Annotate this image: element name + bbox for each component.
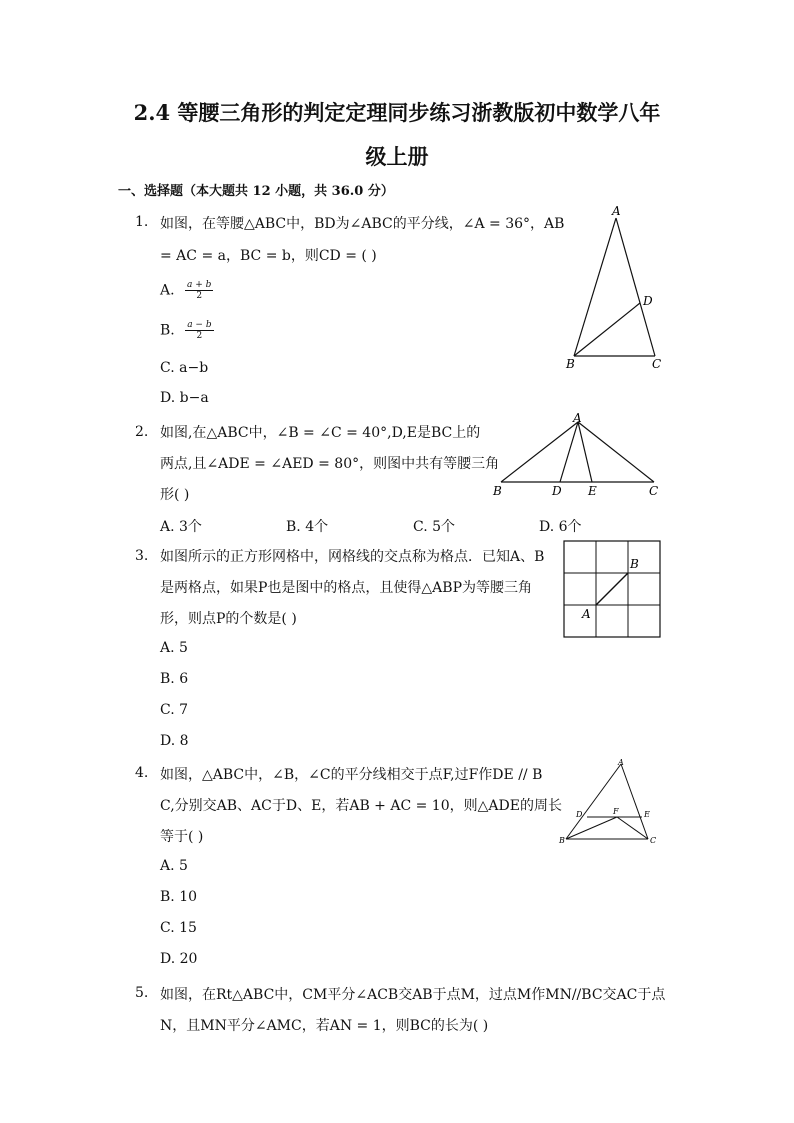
- q2-text-line1: 如图,在△ABC中，∠B = ∠C = 40°,D,E是BC上的: [160, 425, 481, 441]
- q2-number: 2.: [135, 424, 149, 440]
- q4-fig-label-e: E: [644, 810, 650, 819]
- q4-fig-label-f: F: [613, 807, 619, 816]
- q5-text-line2: N，且MN平分∠AMC，若AN = 1，则BC的长为( ): [160, 1018, 489, 1034]
- q1-figure: [560, 200, 670, 375]
- q1-option-b[interactable]: [160, 320, 214, 341]
- q3-option-d[interactable]: D. 8: [160, 733, 189, 749]
- q2-option-d[interactable]: D. 6个: [539, 519, 582, 535]
- q4-fig-label-a: A: [618, 758, 624, 767]
- q3-number: 3.: [135, 548, 149, 564]
- q4-text-line1: 如图，△ABC中，∠B，∠C的平分线相交于点F,过F作DE // B: [160, 767, 543, 783]
- q1-option-d[interactable]: D. b−a: [160, 390, 209, 406]
- q1-fig-label-c: C: [652, 357, 662, 371]
- q3-option-a[interactable]: A. 5: [160, 640, 188, 656]
- q1-number: 1.: [135, 214, 149, 230]
- q1-option-b-denominator: 2: [196, 331, 203, 341]
- q1-option-a-numerator: a + b: [187, 280, 212, 290]
- q3-text-line3: 形，则点P的个数是( ): [160, 611, 297, 627]
- q3-fig-label-a: A: [582, 607, 591, 621]
- q4-figure: [556, 755, 664, 850]
- q1-fig-label-a: A: [612, 204, 621, 218]
- q1-text-line2: = AC = a，BC = b，则CD = ( ): [160, 248, 377, 264]
- q2-fig-label-b: B: [493, 484, 502, 498]
- q2-option-a[interactable]: A. 3个: [160, 519, 202, 535]
- q4-text-line2: C,分别交AB、AC于D、E，若AB + AC = 10，则△ADE的周长: [160, 798, 562, 814]
- q2-option-c[interactable]: C. 5个: [413, 519, 456, 535]
- q2-fig-label-c: C: [649, 484, 659, 498]
- q2-figure: [488, 410, 670, 502]
- q2-fig-label-a: A: [573, 411, 582, 425]
- q1-option-a-label: A.: [160, 282, 175, 299]
- section-heading: 一、选择题（本大题共 12 小题，共 36.0 分）: [118, 184, 394, 199]
- q4-fig-label-d: D: [576, 810, 583, 819]
- q4-fig-label-c: C: [650, 836, 657, 845]
- q4-option-a[interactable]: A. 5: [160, 858, 188, 874]
- q1-option-c[interactable]: C. a−b: [160, 360, 209, 376]
- q1-option-a-denominator: 2: [196, 291, 203, 301]
- q1-option-b-label: B.: [160, 322, 175, 339]
- q4-text-line3: 等于( ): [160, 829, 204, 845]
- q4-option-b[interactable]: B. 10: [160, 889, 198, 905]
- page-title-line2: 级上册: [365, 144, 429, 169]
- q5-text-line1: 如图，在Rt△ABC中，CM平分∠ACB交AB于点M，过点M作MN//BC交AC于点: [160, 987, 666, 1003]
- q4-option-c[interactable]: C. 15: [160, 920, 197, 936]
- q2-fig-label-d: D: [552, 484, 562, 498]
- q1-fig-label-d: D: [643, 294, 653, 308]
- q2-text-line3: 形( ): [160, 487, 190, 503]
- q1-option-b-fraction: [185, 320, 213, 341]
- q3-text-line2: 是两格点，如果P也是图中的格点，且使得△ABP为等腰三角: [160, 580, 533, 596]
- q1-option-b-numerator: a − b: [187, 320, 212, 330]
- q4-option-d[interactable]: D. 20: [160, 951, 198, 967]
- q1-fig-label-b: B: [566, 357, 575, 371]
- q2-text-line2: 两点,且∠ADE = ∠AED = 80°，则图中共有等腰三角: [160, 456, 500, 472]
- q3-text-line1: 如图所示的正方形网格中，网格线的交点称为格点．已知A、B: [160, 549, 545, 565]
- q5-number: 5.: [135, 985, 149, 1001]
- q3-fig-label-b: B: [630, 557, 639, 571]
- page-title-line1: 2.4 等腰三角形的判定定理同步练习浙教版初中数学八年: [133, 100, 661, 125]
- q3-option-c[interactable]: C. 7: [160, 702, 189, 718]
- q1-option-a-fraction: [185, 280, 213, 301]
- q4-fig-label-b: B: [559, 836, 565, 845]
- q1-text-line1: 如图，在等腰△ABC中，BD为∠ABC的平分线，∠A = 36°，AB: [160, 216, 565, 232]
- q3-figure: [560, 538, 666, 642]
- q2-fig-label-e: E: [588, 484, 597, 498]
- q2-option-b[interactable]: B. 4个: [286, 519, 329, 535]
- q3-option-b[interactable]: B. 6: [160, 671, 189, 687]
- q1-option-a[interactable]: [160, 280, 213, 301]
- q4-number: 4.: [135, 765, 149, 781]
